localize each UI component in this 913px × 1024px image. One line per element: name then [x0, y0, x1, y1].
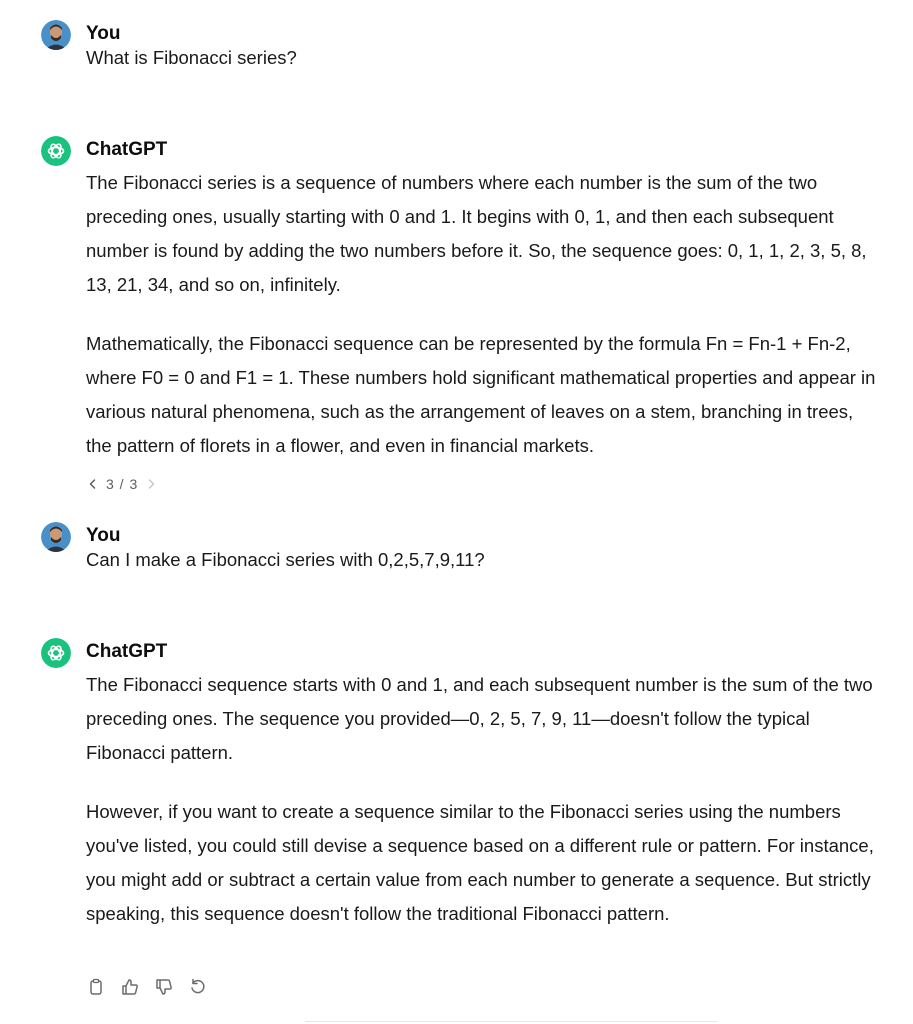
thumbs-down-icon[interactable] — [154, 977, 174, 997]
message-text: What is Fibonacci series? — [86, 47, 297, 68]
message-text: Can I make a Fibonacci series with 0,2,5,7,9,11? — [86, 549, 485, 570]
chevron-left-icon[interactable] — [86, 477, 100, 491]
divider — [305, 1021, 717, 1022]
message-paragraph: The Fibonacci series is a sequence of numbers where each number is the sum of the two preceding ones, usually starting with 0 and 1. It begins with 0, 1, and then each subsequent number is found by adding the two numbers before it. So, the sequence goes: 0, 1, 1, 2, 3, 5, 8, 13, 21, 34, and so on, infinitely. — [86, 172, 867, 295]
assistant-message — [41, 638, 891, 1008]
user-avatar — [41, 522, 71, 552]
chevron-right-icon[interactable] — [144, 477, 158, 491]
chatgpt-logo-icon — [41, 638, 71, 668]
message-paragraph: Mathematically, the Fibonacci sequence can be represented by the formula Fn = Fn-1 + Fn-2, where F0 = 0 and F1 = 1. These numbers hold significant mathematical properties and appear in various natural phenomena, such as the arrangement of leaves on a stem, branching in trees, the pattern of florets in a flower, and even in financial markets. — [86, 333, 876, 456]
response-pager — [86, 476, 158, 492]
author-name: You — [86, 23, 121, 44]
assistant-message — [41, 136, 891, 496]
message-body — [86, 166, 881, 463]
message-paragraph: However, if you want to create a sequence similar to the Fibonacci series using the numbers you've listed, you could still devise a sequence based on a different rule or pattern. For instance, you might add or subtract a certain value from each number to generate a sequence. But strictly speaking, this sequence doesn't follow the traditional Fibonacci pattern. — [86, 801, 874, 924]
regenerate-icon[interactable] — [188, 977, 208, 997]
user-message — [41, 20, 891, 80]
author-name: You — [86, 525, 121, 546]
copy-icon[interactable] — [86, 977, 106, 997]
thumbs-up-icon[interactable] — [120, 977, 140, 997]
user-message — [41, 522, 891, 582]
message-paragraph: The Fibonacci sequence starts with 0 and 1, and each subsequent number is the sum of the two preceding ones. The sequence you provided—0, 2, 5, 7, 9, 11—doesn't follow the typical Fibonacci pattern. — [86, 674, 873, 763]
author-name: ChatGPT — [86, 641, 168, 662]
author-name: ChatGPT — [86, 139, 168, 160]
user-avatar — [41, 20, 71, 50]
pager-count: 3 / 3 — [106, 476, 139, 492]
message-body — [86, 668, 881, 931]
chatgpt-logo-icon — [41, 136, 71, 166]
message-actions — [86, 977, 208, 997]
